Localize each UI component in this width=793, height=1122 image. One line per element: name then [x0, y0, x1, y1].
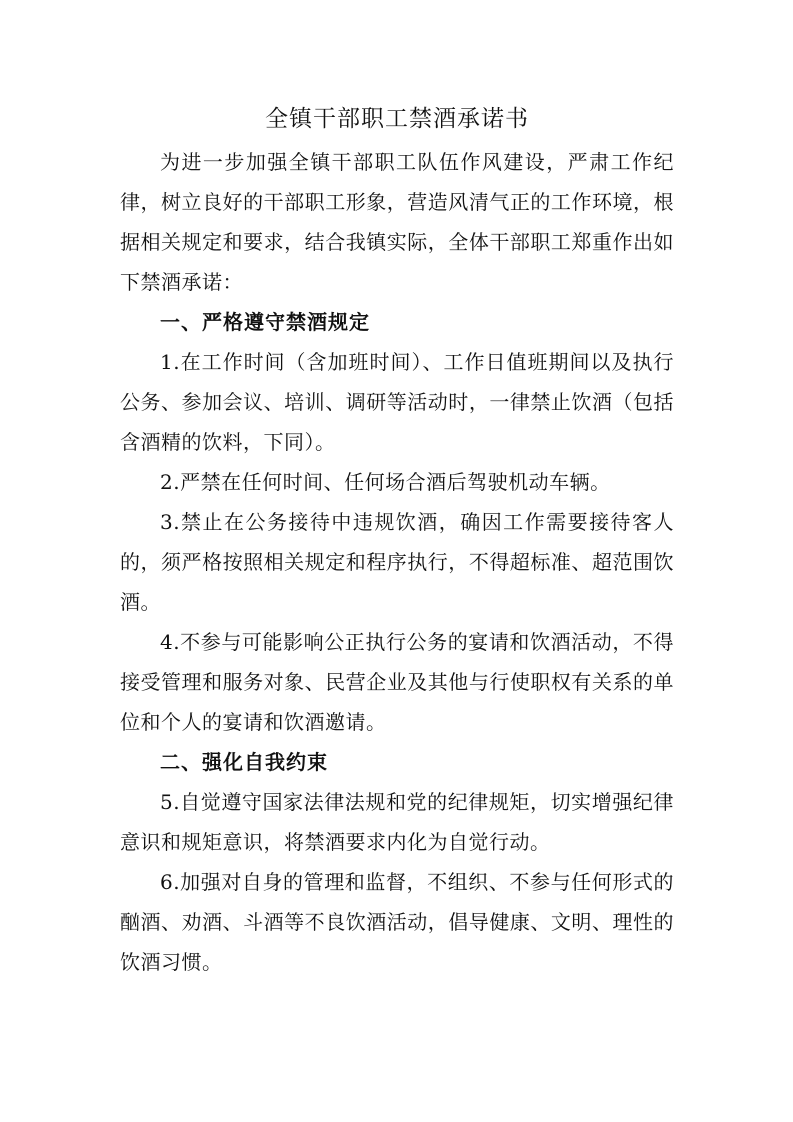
section-1-item-2: 2.严禁在任何时间、任何场合酒后驾驶机动车辆。	[160, 470, 611, 494]
section-1-item-4: 4.不参与可能影响公正执行公务的宴请和饮酒活动，不得接受管理和服务对象、民营企业及其他与行使职权有关系的单位和个人的宴请和饮酒邀请。	[120, 630, 674, 734]
section-1-item-1: 1.在工作时间（含加班时间）、工作日值班期间以及执行公务、参加会议、培训、调研等活动时，一律禁止饮酒（包括含酒精的饮料，下同）。	[120, 350, 674, 454]
document-body	[120, 96, 674, 982]
section-heading-1: 一、严格遵守禁酒规定	[160, 310, 370, 334]
document-title: 全镇干部职工禁酒承诺书	[265, 106, 529, 132]
intro-paragraph: 为进一步加强全镇干部职工队伍作风建设，严肃工作纪律，树立良好的干部职工形象，营造风清气正的工作环境，根据相关规定和要求，结合我镇实际，全体干部职工郑重作出如下禁酒承诺：	[120, 150, 674, 294]
section-2-item-1: 5.自觉遵守国家法律法规和党的纪律规矩，切实增强纪律意识和规矩意识，将禁酒要求内化为自觉行动。	[120, 790, 674, 854]
section-heading-2: 二、强化自我约束	[160, 750, 328, 774]
section-1-item-3: 3.禁止在公务接待中违规饮酒，确因工作需要接待客人的，须严格按照相关规定和程序执行，不得超标准、超范围饮酒。	[120, 510, 674, 614]
section-2-item-2: 6.加强对自身的管理和监督，不组织、不参与任何形式的酗酒、劝酒、斗酒等不良饮酒活动，倡导健康、文明、理性的饮酒习惯。	[120, 870, 674, 974]
